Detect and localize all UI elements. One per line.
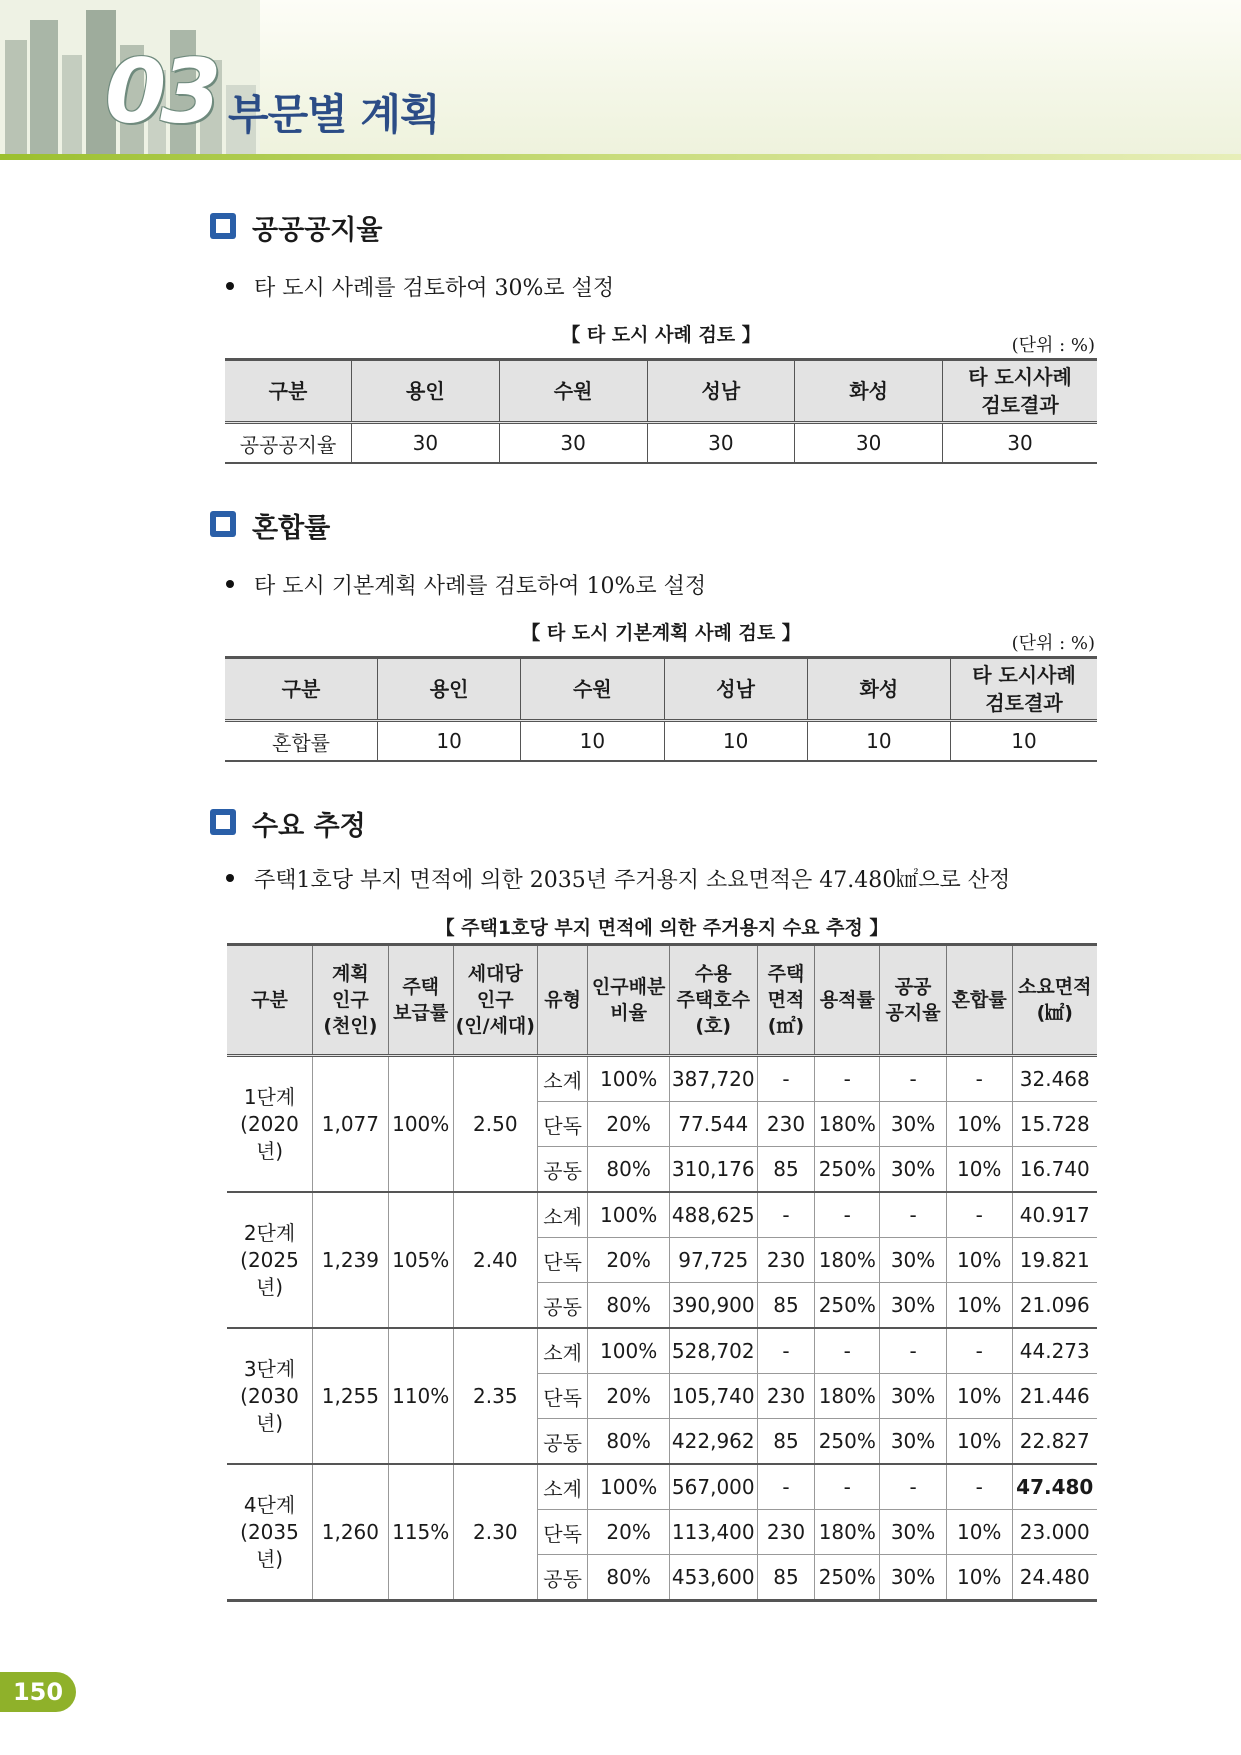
- table-cell: 15.728: [1012, 1102, 1097, 1147]
- table-cell: 공동: [537, 1283, 587, 1329]
- table-cell: 80%: [588, 1555, 670, 1601]
- table-cell-per-household: 2.30: [453, 1464, 537, 1601]
- table-cell: 24.480: [1012, 1555, 1097, 1601]
- table-cell: 20%: [588, 1102, 670, 1147]
- table-cell: -: [815, 1056, 880, 1102]
- table-row: [227, 1328, 1097, 1374]
- table-cell: 22.827: [1012, 1419, 1097, 1465]
- table-cell: 310,176: [669, 1147, 757, 1193]
- table-cell: 20%: [588, 1374, 670, 1419]
- table-header: 용인: [352, 360, 500, 423]
- table-cell: 40.917: [1012, 1192, 1097, 1238]
- table-cell: -: [880, 1056, 947, 1102]
- table-header: 성남: [647, 360, 795, 423]
- table-cell: 30%: [880, 1419, 947, 1465]
- table-header: 타 도시사례 검토결과: [951, 658, 1098, 721]
- table-cell: 소계: [537, 1464, 587, 1510]
- table-header: 구분: [227, 945, 313, 1056]
- table-cell-supply-rate: 100%: [388, 1056, 453, 1193]
- table-cell: 97,725: [669, 1238, 757, 1283]
- table-cell: 528,702: [669, 1328, 757, 1374]
- table-cell: 453,600: [669, 1555, 757, 1601]
- chapter-number: 03: [105, 40, 216, 143]
- table-cell: 250%: [815, 1147, 880, 1193]
- section-title: 공공공지율: [252, 215, 383, 246]
- chapter-title: 부문별 계획: [228, 90, 440, 139]
- table-cell: -: [880, 1192, 947, 1238]
- bullet-item: 주택1호당 부지 면적에 의한 2035년 주거용지 소요면적은 47.480㎢으로 산정: [226, 863, 1010, 894]
- table-cell: 30%: [880, 1238, 947, 1283]
- table-cell: 10%: [946, 1238, 1012, 1283]
- table-cell: 21.446: [1012, 1374, 1097, 1419]
- table-cell: 30: [943, 423, 1098, 464]
- table-cell: 10%: [946, 1102, 1012, 1147]
- basic-plan-review-table: [225, 656, 1097, 762]
- table-cell: 85: [757, 1283, 815, 1329]
- table-cell: 10%: [946, 1374, 1012, 1419]
- table-cell: 공공공지율: [225, 423, 352, 464]
- table-header: 화성: [807, 658, 950, 721]
- table-unit: (단위 : %): [1011, 633, 1095, 654]
- table-caption: 【 타 도시 사례 검토 】: [561, 324, 761, 346]
- table-header: 수원: [499, 360, 647, 423]
- table-cell: 230: [757, 1510, 815, 1555]
- table-cell: 250%: [815, 1283, 880, 1329]
- table-caption: 【 주택1호당 부지 면적에 의한 주거용지 수요 추정 】: [435, 917, 889, 939]
- table-cell: 30: [499, 423, 647, 464]
- header-divider: [0, 154, 1241, 160]
- table-cell-stage: 3단계 (2030년): [227, 1328, 313, 1464]
- table-cell: 30%: [880, 1374, 947, 1419]
- table-cell: 공동: [537, 1419, 587, 1465]
- table-cell: 단독: [537, 1102, 587, 1147]
- table-header: 용적률: [815, 945, 880, 1056]
- table-cell: 30%: [880, 1147, 947, 1193]
- table-cell: 390,900: [669, 1283, 757, 1329]
- table-header: 주택 보급률: [388, 945, 453, 1056]
- table-cell-per-household: 2.40: [453, 1192, 537, 1328]
- section-title: 수요 추정: [252, 811, 366, 842]
- table-header: 유형: [537, 945, 587, 1056]
- table-cell: 44.273: [1012, 1328, 1097, 1374]
- table-cell: 30%: [880, 1283, 947, 1329]
- table-cell: -: [757, 1464, 815, 1510]
- table-cell: 47.480: [1012, 1464, 1097, 1510]
- table-row: [225, 721, 1097, 762]
- table-cell-supply-rate: 105%: [388, 1192, 453, 1328]
- table-cell: 100%: [588, 1328, 670, 1374]
- table-header: 타 도시사례 검토결과: [943, 360, 1098, 423]
- table-cell: -: [757, 1056, 815, 1102]
- table-cell: 387,720: [669, 1056, 757, 1102]
- table-cell-stage: 2단계 (2025년): [227, 1192, 313, 1328]
- table-cell: 85: [757, 1147, 815, 1193]
- table-header: 혼합률: [946, 945, 1012, 1056]
- table-cell: 30%: [880, 1555, 947, 1601]
- table-cell: 230: [757, 1102, 815, 1147]
- chapter-header: [0, 0, 1241, 160]
- table-row: [227, 1192, 1097, 1238]
- table-header: 소요면적 (㎢): [1012, 945, 1097, 1056]
- table-cell: 105,740: [669, 1374, 757, 1419]
- table-cell: -: [946, 1464, 1012, 1510]
- table-cell-population: 1,239: [313, 1192, 389, 1328]
- table-cell-per-household: 2.50: [453, 1056, 537, 1193]
- table-cell: 230: [757, 1238, 815, 1283]
- table-caption: 【 타 도시 기본계획 사례 검토 】: [521, 622, 801, 644]
- table-header: 구분: [225, 360, 352, 423]
- table-cell: -: [946, 1056, 1012, 1102]
- table-cell: 80%: [588, 1147, 670, 1193]
- section-square-icon: [210, 213, 236, 239]
- table-cell: -: [815, 1464, 880, 1510]
- bullet-dot-icon: [226, 580, 234, 588]
- table-cell-supply-rate: 110%: [388, 1328, 453, 1464]
- table-header: 공공 공지율: [880, 945, 947, 1056]
- table-header: 구분: [225, 658, 378, 721]
- table-unit: (단위 : %): [1011, 335, 1095, 356]
- table-row: [227, 1056, 1097, 1102]
- table-header: 화성: [795, 360, 943, 423]
- table-cell: 30%: [880, 1510, 947, 1555]
- table-header: 주택 면적 (㎡): [757, 945, 815, 1056]
- table-header: 성남: [664, 658, 807, 721]
- table-cell: 10%: [946, 1555, 1012, 1601]
- table-cell: 10%: [946, 1147, 1012, 1193]
- table-cell: 10%: [946, 1510, 1012, 1555]
- table-cell: 10%: [946, 1419, 1012, 1465]
- table-cell: 422,962: [669, 1419, 757, 1465]
- table-cell: 공동: [537, 1555, 587, 1601]
- table-cell-stage: 1단계 (2020년): [227, 1056, 313, 1193]
- table-cell: 85: [757, 1419, 815, 1465]
- table-cell: 250%: [815, 1555, 880, 1601]
- table-header: 용인: [378, 658, 521, 721]
- table-cell: 10: [664, 721, 807, 762]
- table-cell: 혼합률: [225, 721, 378, 762]
- table-header: 수용 주택호수 (호): [669, 945, 757, 1056]
- table-cell: 30: [795, 423, 943, 464]
- table-cell: -: [880, 1328, 947, 1374]
- table-cell: 단독: [537, 1238, 587, 1283]
- table-row: [225, 423, 1097, 464]
- table-cell-population: 1,255: [313, 1328, 389, 1464]
- table-cell: 소계: [537, 1056, 587, 1102]
- table-cell: 21.096: [1012, 1283, 1097, 1329]
- table-cell: 113,400: [669, 1510, 757, 1555]
- table-cell: 85: [757, 1555, 815, 1601]
- table-cell: 단독: [537, 1510, 587, 1555]
- table-cell: 180%: [815, 1102, 880, 1147]
- table-cell: 16.740: [1012, 1147, 1097, 1193]
- table-cell: 소계: [537, 1192, 587, 1238]
- table-cell: 250%: [815, 1419, 880, 1465]
- table-cell: 100%: [588, 1192, 670, 1238]
- table-header: 인구배분 비율: [588, 945, 670, 1056]
- table-cell: -: [880, 1464, 947, 1510]
- table-cell: 32.468: [1012, 1056, 1097, 1102]
- table-cell: 공동: [537, 1147, 587, 1193]
- table-cell: 20%: [588, 1510, 670, 1555]
- table-cell: 10: [807, 721, 950, 762]
- table-header: 세대당 인구 (인/세대): [453, 945, 537, 1056]
- table-cell: 20%: [588, 1238, 670, 1283]
- table-cell-population: 1,260: [313, 1464, 389, 1601]
- bullet-item: 타 도시 기본계획 사례를 검토하여 10%로 설정: [226, 569, 706, 600]
- table-cell: 단독: [537, 1374, 587, 1419]
- table-cell: -: [815, 1328, 880, 1374]
- table-cell: -: [946, 1192, 1012, 1238]
- table-cell: 180%: [815, 1374, 880, 1419]
- table-cell: 10: [521, 721, 664, 762]
- table-cell: 567,000: [669, 1464, 757, 1510]
- table-cell: -: [757, 1192, 815, 1238]
- bullet-item: 타 도시 사례를 검토하여 30%로 설정: [226, 271, 614, 302]
- table-row: [227, 1464, 1097, 1510]
- table-cell: -: [757, 1328, 815, 1374]
- table-cell: 230: [757, 1374, 815, 1419]
- table-cell: 10%: [946, 1283, 1012, 1329]
- table-cell-supply-rate: 115%: [388, 1464, 453, 1601]
- housing-demand-table: [227, 943, 1097, 1602]
- table-cell: 100%: [588, 1056, 670, 1102]
- table-cell: -: [946, 1328, 1012, 1374]
- table-header: 계획 인구 (천인): [313, 945, 389, 1056]
- table-cell-per-household: 2.35: [453, 1328, 537, 1464]
- table-cell: 77.544: [669, 1102, 757, 1147]
- table-header: 수원: [521, 658, 664, 721]
- table-cell-population: 1,077: [313, 1056, 389, 1193]
- table-cell-stage: 4단계 (2035년): [227, 1464, 313, 1601]
- table-cell: 180%: [815, 1510, 880, 1555]
- table-cell: 30: [352, 423, 500, 464]
- table-cell: 80%: [588, 1419, 670, 1465]
- table-cell: 소계: [537, 1328, 587, 1374]
- section-title: 혼합률: [252, 513, 331, 544]
- case-review-table: [225, 358, 1097, 464]
- table-cell: 100%: [588, 1464, 670, 1510]
- bullet-dot-icon: [226, 874, 234, 882]
- table-cell: 23.000: [1012, 1510, 1097, 1555]
- bullet-dot-icon: [226, 282, 234, 290]
- table-cell: 30: [647, 423, 795, 464]
- table-cell: -: [815, 1192, 880, 1238]
- table-cell: 80%: [588, 1283, 670, 1329]
- table-cell: 10: [951, 721, 1098, 762]
- table-cell: 19.821: [1012, 1238, 1097, 1283]
- table-cell: 180%: [815, 1238, 880, 1283]
- table-cell: 488,625: [669, 1192, 757, 1238]
- page-number: 150: [0, 1672, 76, 1712]
- section-square-icon: [210, 809, 236, 835]
- table-cell: 10: [378, 721, 521, 762]
- table-cell: 30%: [880, 1102, 947, 1147]
- section-square-icon: [210, 511, 236, 537]
